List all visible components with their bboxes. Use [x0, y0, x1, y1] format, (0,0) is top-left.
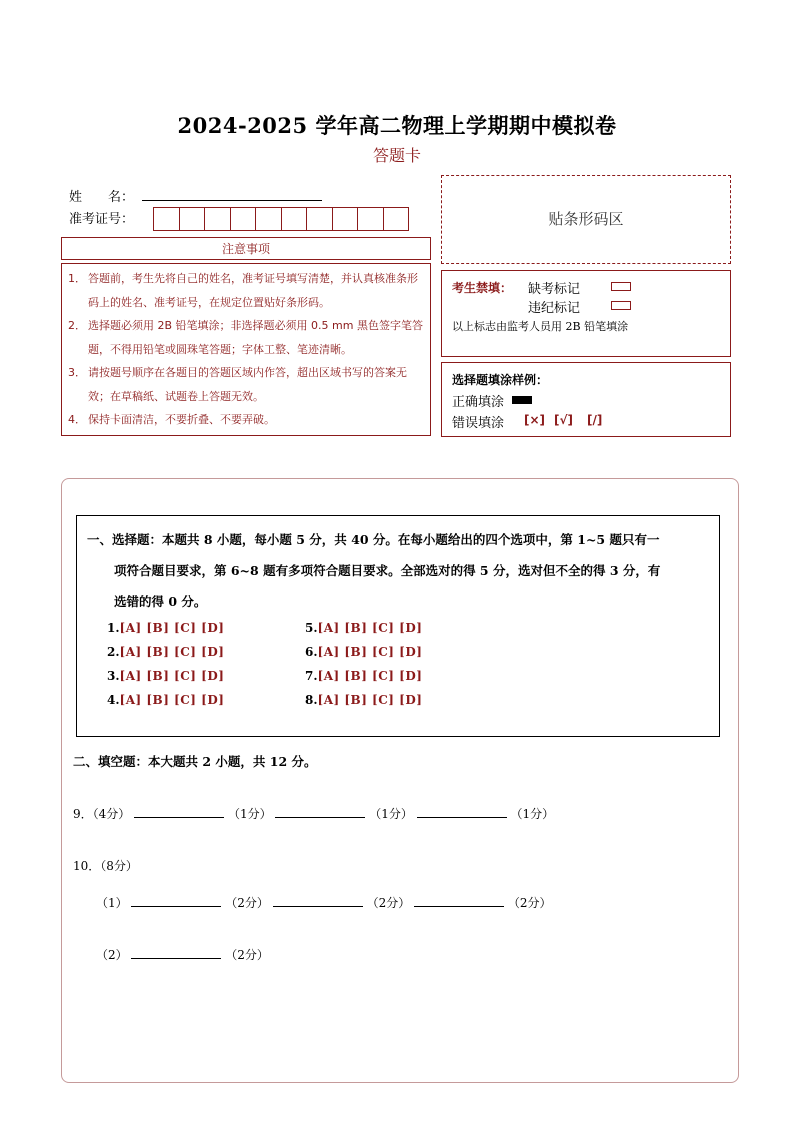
question-10-part-1 [96, 894, 552, 911]
wrong-mark-check: [√] [554, 413, 573, 427]
id-digit-box[interactable] [230, 207, 257, 231]
question-row[interactable]: 8.[A] [B] [C] [D] [305, 693, 423, 707]
q9-blank-2[interactable] [275, 805, 365, 818]
id-digit-box[interactable] [332, 207, 359, 231]
q9-label: 9．（4分） [73, 807, 131, 821]
violation-mark-box[interactable] [611, 301, 631, 310]
question-row[interactable]: 5.[A] [B] [C] [D] [305, 621, 423, 635]
q10-1-blank-3[interactable] [414, 894, 504, 907]
exam-id-boxes[interactable] [154, 207, 409, 231]
notice-item: 4． 保持卡面清洁，不要折叠、不要弄破。 [68, 413, 275, 426]
absent-mark-box[interactable] [611, 282, 631, 291]
q10-1-blank-1[interactable] [131, 894, 221, 907]
fill-example-box [441, 362, 731, 437]
notice-item: 3． 请按题号顺序在各题目的答题区域内作答，超出区域书写的答案无效；在草稿纸、试题卷上答题无效。 [68, 366, 407, 403]
fill-example-label: 选择题填涂样例： [452, 373, 549, 387]
q10-1-points-3: （2分） [507, 896, 552, 910]
page-title: 2024-2025 学年高二物理上学期期中模拟卷 [177, 113, 617, 138]
q10-2-points-1: （2分） [225, 948, 269, 962]
wrong-mark-x: [×] [524, 413, 546, 427]
q9-points-1: （1分） [227, 807, 272, 821]
notice-item: 2． 选择题必须用 2B 铅笔填涂；非选择题必须用 0.5 mm 黑色签字笔答题，不得用铅笔或圆珠笔答题；字体工整、笔迹清晰。 [68, 319, 423, 356]
question-row[interactable]: 7.[A] [B] [C] [D] [305, 669, 423, 683]
id-digit-box[interactable] [255, 207, 282, 231]
id-digit-box[interactable] [179, 207, 206, 231]
question-row[interactable]: 2.[A] [B] [C] [D] [107, 645, 225, 659]
q10-sub1-label: （1） [96, 896, 128, 910]
name-field[interactable] [142, 200, 322, 201]
question-row[interactable]: 3.[A] [B] [C] [D] [107, 669, 225, 683]
q10-sub2-label: （2） [96, 948, 128, 962]
absent-label: 缺考标记 [528, 282, 581, 297]
id-digit-box[interactable] [306, 207, 333, 231]
notice-item: 1． 答题前，考生先将自己的姓名，准考证号填写清楚，并认真核准条形码上的姓名、准考证号，在规定位置贴好条形码。 [68, 272, 418, 309]
question-10-part-2 [96, 946, 269, 963]
notice-list [61, 263, 431, 436]
wrong-fill-label: 错误填涂 [452, 416, 505, 431]
q10-1-points-1: （2分） [225, 896, 269, 910]
id-digit-box[interactable] [357, 207, 384, 231]
question-row[interactable]: 4.[A] [B] [C] [D] [107, 693, 225, 707]
name-label: 姓 名： [69, 190, 135, 205]
id-digit-box[interactable] [383, 207, 410, 231]
id-label: 准考证号： [69, 212, 135, 227]
barcode-area: 贴条形码区 [441, 175, 731, 264]
section1-text-line3: 选错的得 0 分。 [114, 594, 207, 609]
q9-blank-3[interactable] [417, 805, 507, 818]
question-9 [73, 805, 554, 822]
q9-points-2: （1分） [369, 807, 413, 821]
id-digit-box[interactable] [153, 207, 180, 231]
correct-fill-sample [512, 396, 532, 404]
q9-points-3: （1分） [510, 807, 555, 821]
wrong-mark-slash: [/] [587, 413, 603, 427]
q10-label: 10．（8分） [73, 859, 138, 873]
q9-blank-1[interactable] [134, 805, 224, 818]
section1-text-line2: 项符合题目要求，第 6~8 题有多项符合题目要求。全部选对的得 5 分，选对但不全的得 3 分，有 [114, 563, 661, 578]
q10-1-blank-2[interactable] [273, 894, 363, 907]
id-digit-box[interactable] [204, 207, 231, 231]
exam-ban-note: 以上标志由监考人员用 2B 铅笔填涂 [452, 320, 629, 333]
exam-ban-box [441, 270, 731, 357]
section2-heading: 二、填空题：本大题共 2 小题，共 12 分。 [73, 754, 317, 769]
multiple-choice-section [76, 515, 720, 737]
section1-text-line1: 一、选择题：本题共 8 小题，每小题 5 分，共 40 分。在每小题给出的四个选项中，第 1~5 题只有一 [87, 532, 660, 547]
violation-label: 违纪标记 [528, 301, 581, 316]
notice-heading: 注意事项 [61, 237, 431, 260]
page-subtitle: 答题卡 [372, 146, 421, 165]
question-row[interactable]: 1.[A] [B] [C] [D] [107, 621, 225, 635]
q10-1-points-2: （2分） [366, 896, 411, 910]
correct-fill-label: 正确填涂 [452, 395, 505, 410]
id-digit-box[interactable] [281, 207, 308, 231]
q10-2-blank-1[interactable] [131, 946, 221, 959]
question-row[interactable]: 6.[A] [B] [C] [D] [305, 645, 423, 659]
exam-ban-label: 考生禁填： [452, 281, 513, 295]
